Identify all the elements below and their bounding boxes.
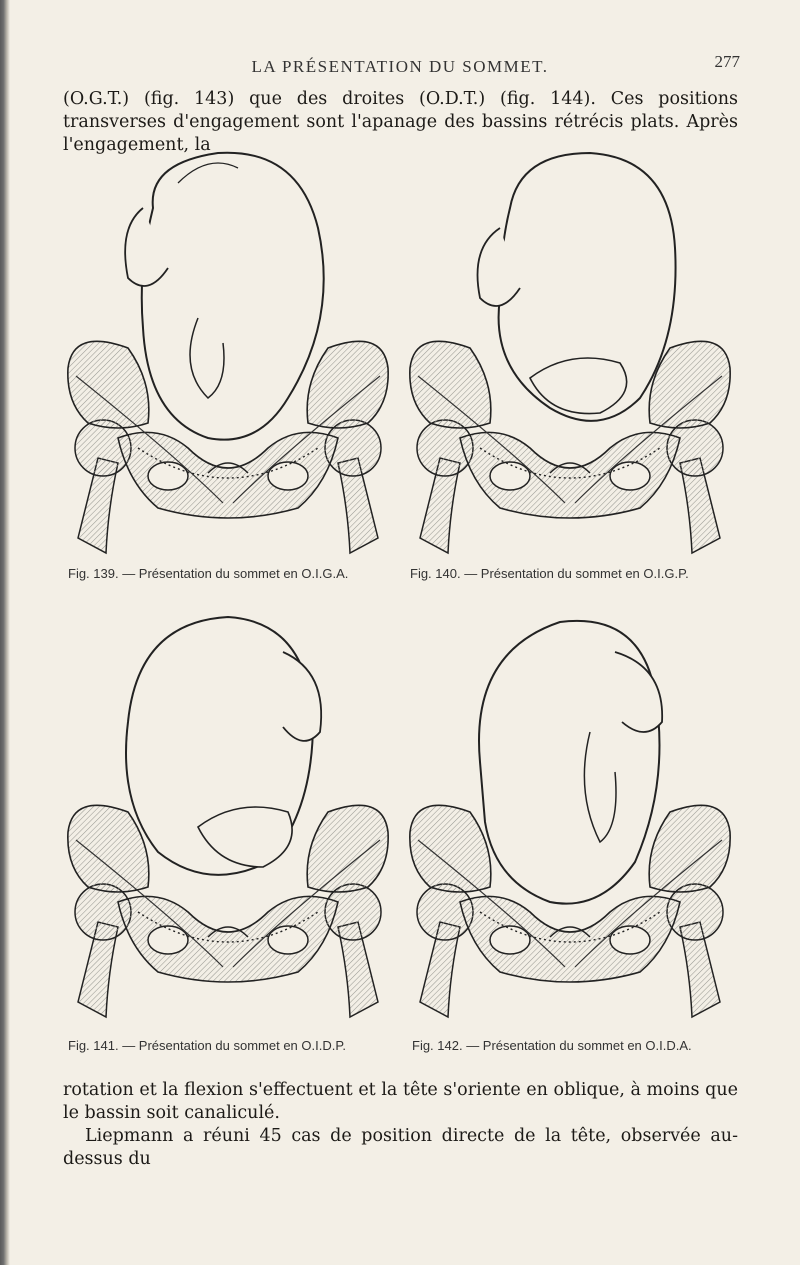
figure-141 [58,612,398,1032]
figure-141-caption: Fig. 141. — Présentation du sommet en O.I.D.P. [68,1038,346,1053]
figure-142-caption: Fig. 142. — Présentation du sommet en O.I.D.A. [412,1038,692,1053]
figure-140 [400,148,740,568]
figure-139 [58,148,398,568]
figure-140-caption: Fig. 140. — Présentation du sommet en O.I.G.P. [410,566,689,581]
figure-141-illustration [58,612,398,1032]
figure-140-illustration [400,148,740,568]
bottom-paragraph-1: rotation et la flexion s'effectuent et la tête s'oriente en oblique, à moins que le bassin soit canaliculé. [63,1080,738,1123]
figure-142-illustration [400,612,740,1032]
running-title: LA PRÉSENTATION DU SOMMET. [251,57,549,76]
figure-142 [400,612,740,1032]
figure-139-caption: Fig. 139. — Présentation du sommet en O.I.G.A. [68,566,349,581]
figure-139-illustration [58,148,398,568]
page-edge-shadow [0,0,10,1265]
bottom-paragraph-2: Liepmann a réuni 45 cas de position directe de la tête, observée au-dessus du [63,1126,738,1169]
top-paragraph: (O.G.T.) (fig. 143) que des droites (O.D.T.) (fig. 144). Ces positions transverses d'engagement sont l'apanage des bassins rétrécis plats. Après l'engagement, la [63,89,738,155]
page-number: 277 [714,52,740,71]
